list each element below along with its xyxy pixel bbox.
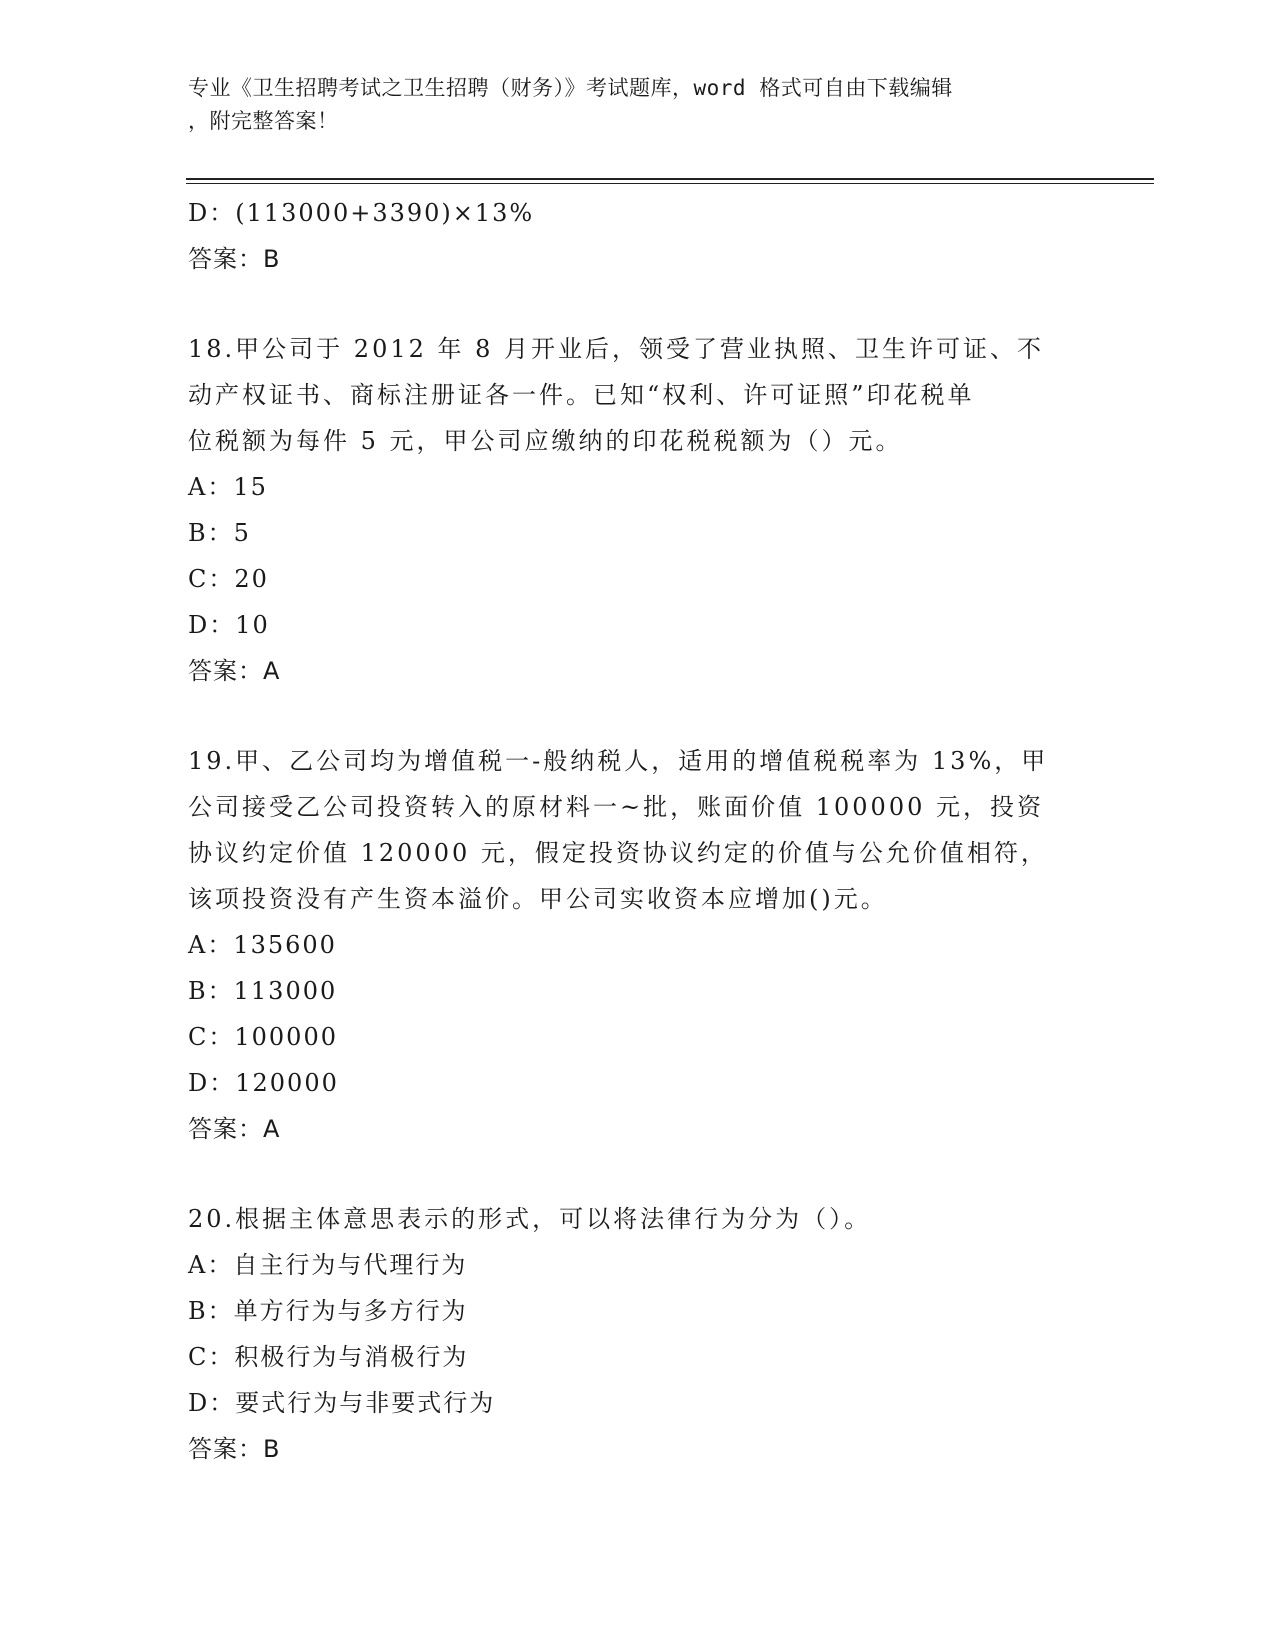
answer-line: 答案：B [188,245,281,273]
option-d: D：10 [188,611,270,639]
header-line-1: 专业《卫生招聘考试之卫生招聘（财务）》考试题库，word 格式可自由下载编辑 [188,76,953,100]
stem-line: 公司接受乙公司投资转入的原材料一~批，账面价值 100000 元，投资 [188,793,1044,821]
option-c: C：100000 [188,1023,338,1051]
stem-line: 协议约定价值 120000 元，假定投资协议约定的价值与公允价值相符， [188,839,1048,867]
question-19 [188,738,1088,1152]
stem-line: 18.甲公司于 2012 年 8 月开业后，领受了营业执照、卫生许可证、不 [188,335,1045,363]
option-d: D：要式行为与非要式行为 [188,1389,496,1417]
stem-line: 19.甲、乙公司均为增值税一-般纳税人，适用的增值税税率为 13%，甲 [188,747,1049,775]
question-20 [188,1196,1088,1472]
option-a: A：15 [188,473,268,501]
option-d: D：120000 [188,1069,339,1097]
header-divider-thick [186,178,1154,180]
option-b: B：5 [188,519,251,547]
question-18 [188,326,1088,694]
option-a: A：自主行为与代理行为 [188,1251,468,1279]
option-b: B：单方行为与多方行为 [188,1297,468,1325]
document-header [188,72,1078,138]
option-a: A：135600 [188,931,337,959]
answer-line: 答案：A [188,1115,281,1143]
stem-line: 位税额为每件 5 元，甲公司应缴纳的印花税税额为（）元。 [188,427,903,455]
document-body [188,190,1088,1472]
option-b: B：113000 [188,977,338,1005]
question-stem [188,326,1088,464]
question-stem [188,738,1088,922]
answer-line: 答案：A [188,657,281,685]
option-d: D：(113000+3390)×13% [188,199,535,227]
header-divider-thin [186,183,1154,184]
question-stem [188,1196,1088,1242]
option-c: C：20 [188,565,269,593]
stem-line: 该项投资没有产生资本溢价。甲公司实收资本应增加()元。 [188,885,888,913]
stem-line: 20.根据主体意思表示的形式，可以将法律行为分为（）。 [188,1205,872,1233]
header-line-2: ，附完整答案！ [188,109,339,133]
option-c: C：积极行为与消极行为 [188,1343,469,1371]
stem-line: 动产权证书、商标注册证各一件。已知“权利、许可证照”印花税单 [188,381,975,409]
previous-question-tail [188,190,1088,282]
answer-line: 答案：B [188,1435,281,1463]
